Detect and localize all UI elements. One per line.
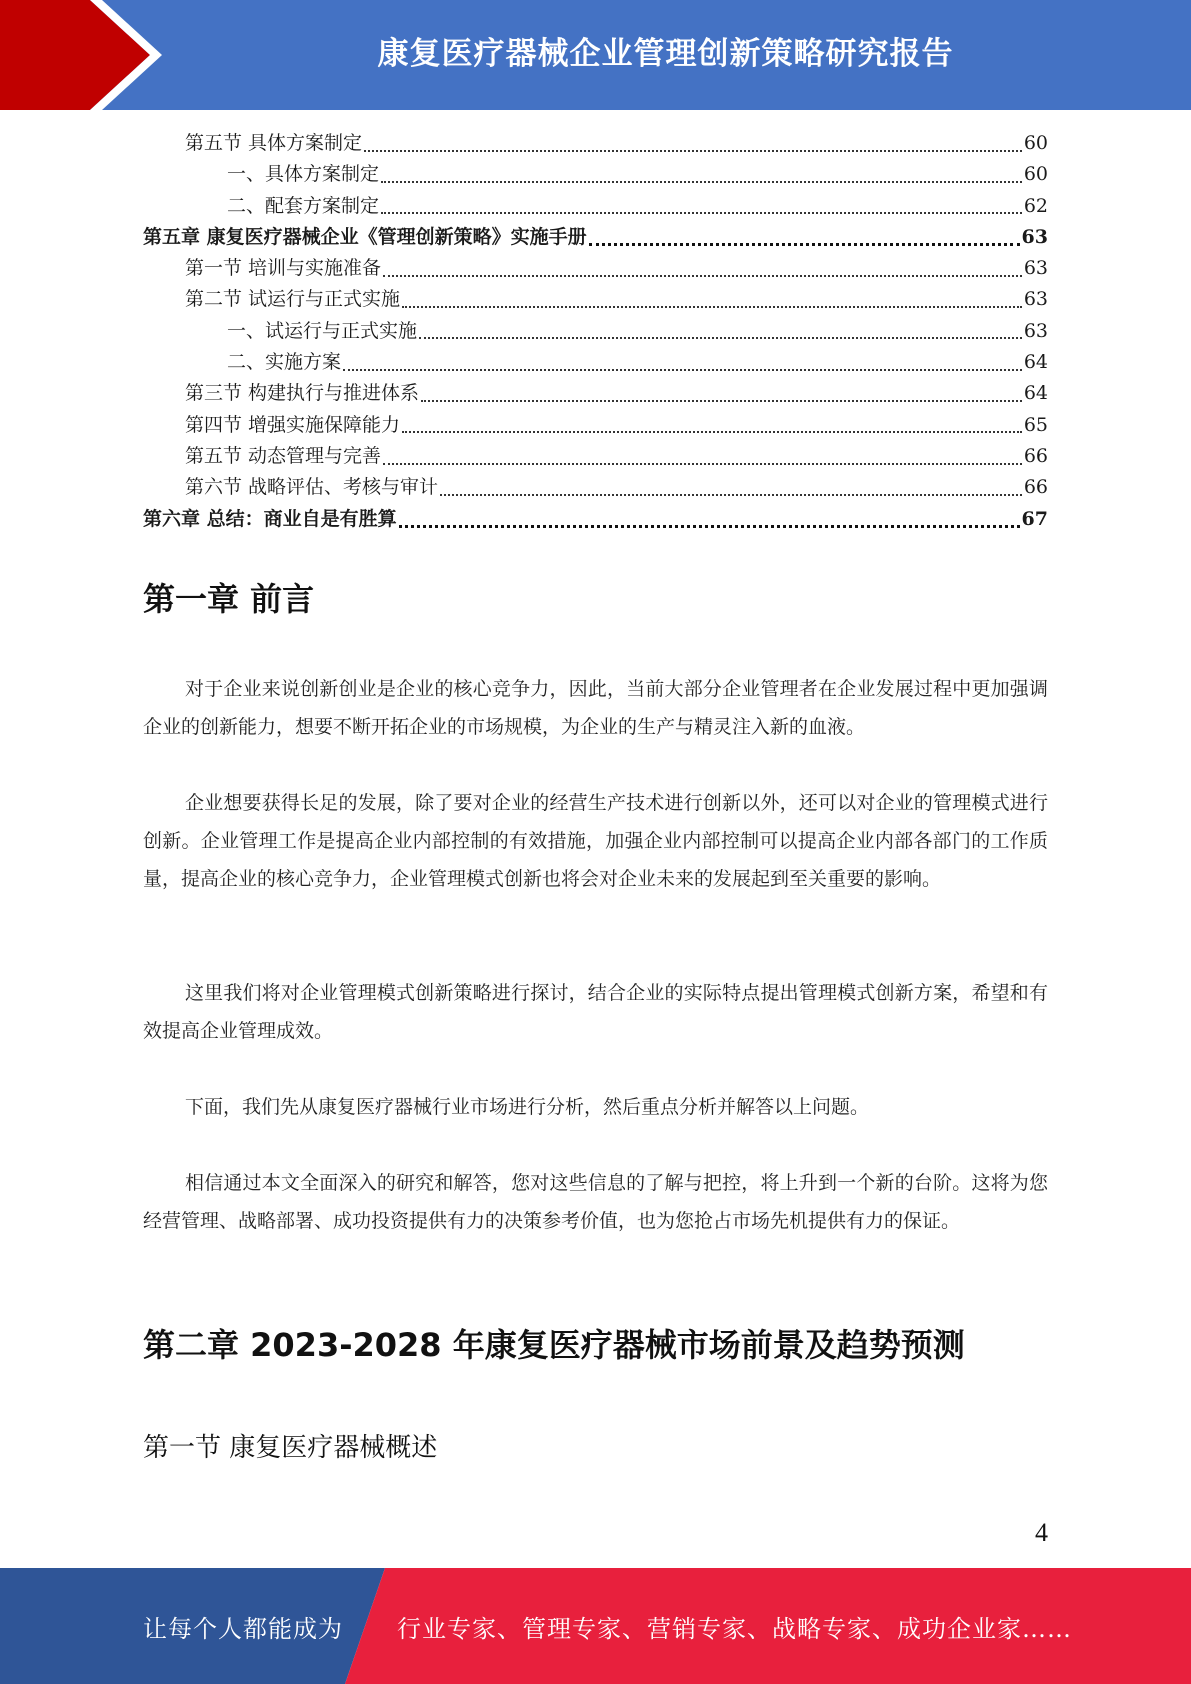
toc-entry[interactable] [143,441,1048,472]
toc-entry-label: 第五节 动态管理与完善 [185,444,382,467]
footer-banner [0,1568,1191,1684]
paragraph: 企业想要获得长足的发展，除了要对企业的经营生产技术进行创新以外，还可以对企业的管理模式进行创新。企业管理工作是提高企业内部控制的有效措施，加强企业内部控制可以提高企业内部各部门的工作质量，提高企业的核心竞争力，企业管理模式创新也将会对企业未来的发展起到至关重要的影响。 [143,792,1048,890]
page-number: 4 [1035,1518,1048,1547]
toc-entry-label: 第六章 总结：商业自是有胜算 [143,507,397,530]
header-banner [0,0,1191,110]
toc-leader-dots [419,337,1022,339]
toc-entry[interactable] [143,378,1048,409]
toc-entry-page: 63 [1023,257,1048,280]
toc-leader-dots [589,243,1020,246]
paragraph: 下面，我们先从康复医疗器械行业市场进行分析，然后重点分析并解答以上问题。 [185,1096,870,1118]
toc-entry[interactable] [143,159,1048,190]
toc-entry[interactable] [143,472,1048,503]
toc-leader-dots [402,431,1022,433]
toc-entry-label: 一、试运行与正式实施 [227,319,418,342]
footer-slogan-left: 让每个人都能成为 [143,1614,343,1643]
toc-leader-dots [381,212,1022,214]
toc-entry-label: 第一节 培训与实施准备 [185,257,382,280]
toc-entry-page: 63 [1021,225,1048,248]
document-title: 康复医疗器械企业管理创新策略研究报告 [377,35,954,72]
toc-entry-page: 60 [1023,132,1048,154]
toc-entry-label: 第五章 康复医疗器械企业《管理创新策略》实施手册 [143,225,587,248]
paragraph: 对于企业来说创新创业是企业的核心竞争力，因此，当前大部分企业管理者在企业发展过程中更加强调企业的创新能力，想要不断开拓企业的市场规模，为企业的生产与精灵注入新的血液。 [143,678,1048,738]
paragraph: 这里我们将对企业管理模式创新策略进行探讨，结合企业的实际特点提出管理模式创新方案，希望和有效提高企业管理成效。 [143,982,1048,1042]
toc-entry-page: 64 [1023,351,1048,374]
toc-entry[interactable] [143,347,1048,378]
toc-entry-label: 一、具体方案制定 [227,163,380,186]
chapter-1-heading: 第一章 前言 [143,580,315,618]
toc-entry-page: 66 [1023,444,1048,467]
toc-entry-page: 63 [1023,288,1048,311]
toc-leader-dots [399,525,1020,528]
toc-entry-label: 第二节 试运行与正式实施 [185,288,401,311]
toc-leader-dots [402,306,1022,308]
section-heading: 第一节 康复医疗器械概述 [143,1433,438,1463]
toc-leader-dots [383,275,1022,277]
toc-entry-page: 63 [1023,319,1048,342]
toc-entry-label: 第六节 战略评估、考核与审计 [185,476,439,499]
toc-entry-page: 65 [1023,413,1048,436]
toc-leader-dots [343,369,1022,371]
toc-entry-page: 64 [1023,382,1048,405]
footer-slogan-right: 行业专家、管理专家、营销专家、战略专家、成功企业家…… [397,1614,1072,1643]
paragraph: 相信通过本文全面深入的研究和解答，您对这些信息的了解与把控，将上升到一个新的台阶。这将为您经营管理、战略部署、成功投资提供有力的决策参考价值，也为您抢占市场先机提供有力的保证。 [143,1172,1048,1232]
toc-entry-page: 60 [1023,163,1048,186]
toc-entry[interactable] [143,410,1048,441]
toc-leader-dots [383,463,1022,465]
chapter-2-heading: 第二章 2023-2028 年康复医疗器械市场前景及趋势预测 [143,1326,965,1364]
toc-entry-label: 二、实施方案 [227,351,342,374]
toc-entry-page: 66 [1023,476,1048,499]
toc-leader-dots [421,400,1022,402]
toc-entry-label: 第三节 构建执行与推进体系 [185,382,420,405]
toc-leader-dots [440,494,1022,496]
toc-chapter-entry[interactable] [143,504,1048,535]
toc-entry-label: 二、配套方案制定 [227,194,380,217]
toc-leader-dots [364,150,1022,152]
toc-entry-page: 67 [1021,507,1048,530]
toc-chapter-entry[interactable] [143,222,1048,253]
table-of-contents [143,128,1048,535]
toc-entry[interactable] [143,284,1048,315]
toc-entry[interactable] [143,316,1048,347]
toc-entry[interactable] [143,128,1048,159]
toc-entry[interactable] [143,253,1048,284]
toc-entry-label: 第五节 具体方案制定 [185,132,363,154]
toc-entry-page: 62 [1023,194,1048,217]
toc-entry[interactable] [143,191,1048,222]
toc-leader-dots [381,181,1022,183]
toc-entry-label: 第四节 增强实施保障能力 [185,413,401,436]
